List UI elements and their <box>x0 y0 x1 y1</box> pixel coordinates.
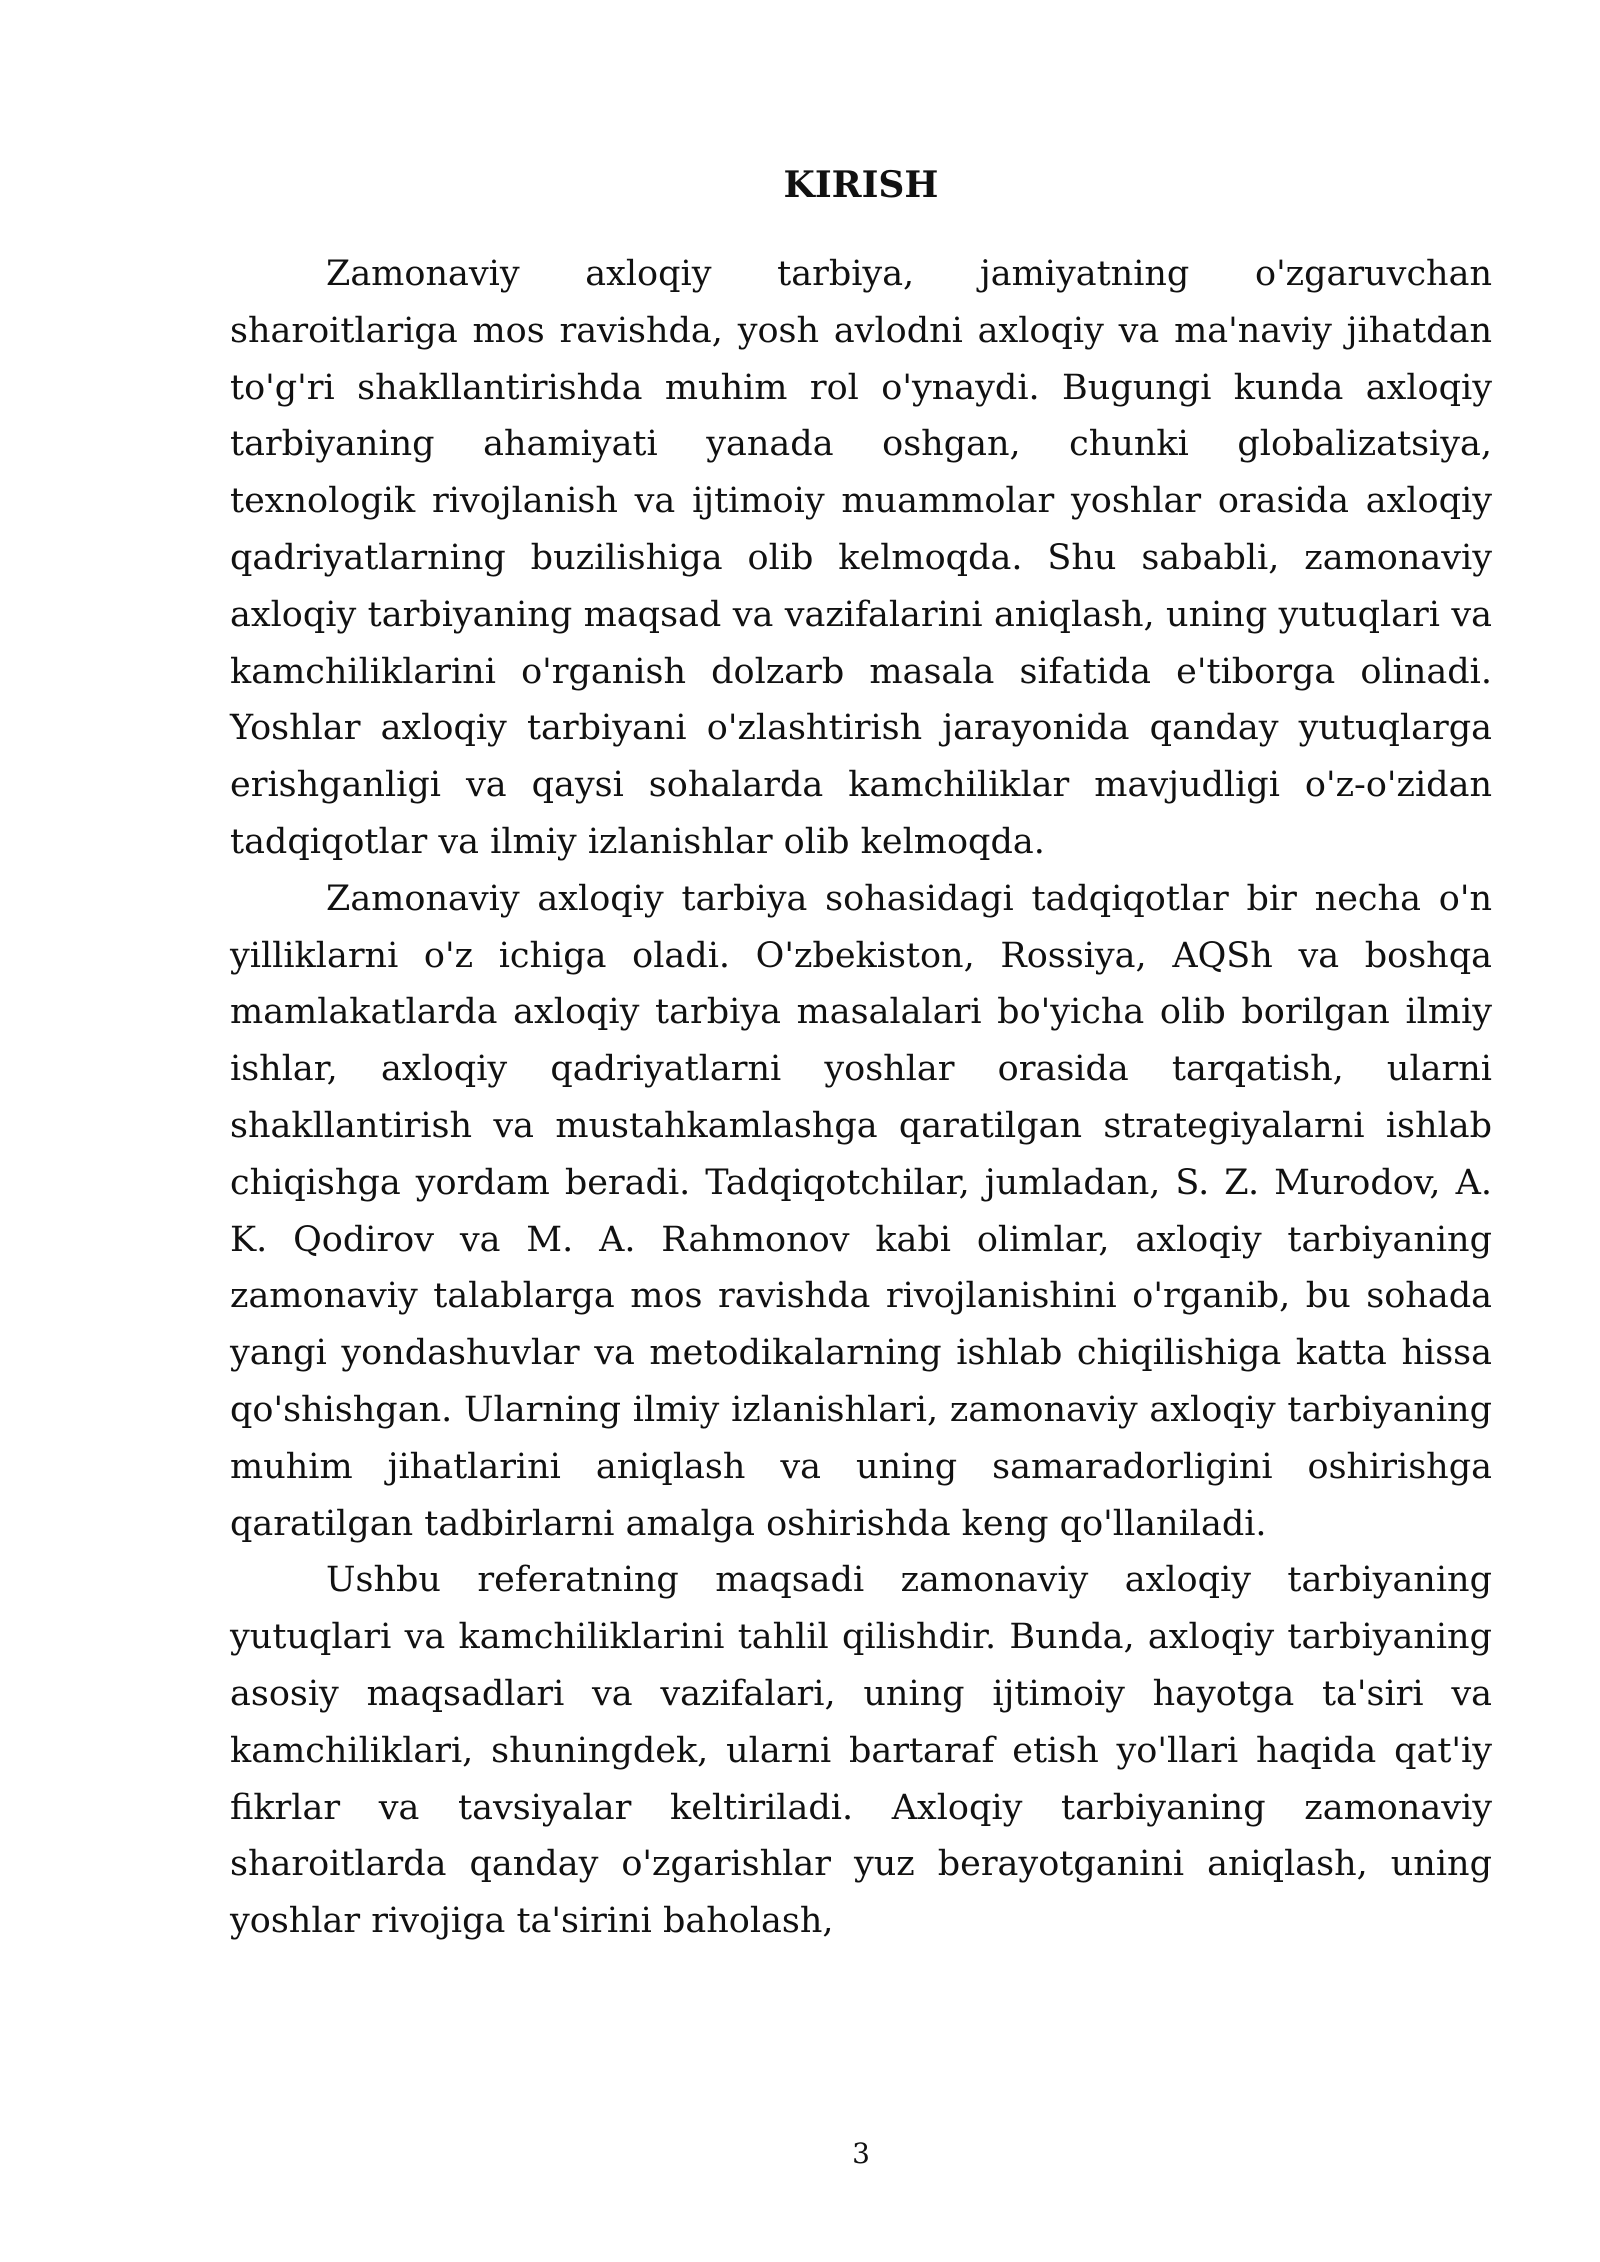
page-title: KIRISH <box>783 164 939 206</box>
page-number: 3 <box>852 2137 870 2170</box>
body-text <box>230 246 1492 1950</box>
paragraph-2: Zamonaviy axloqiy tarbiya sohasidagi tadqiqotlar bir necha o'n yilliklarni o'z ichiga oladi. O'zbekiston, Rossiya, AQSh va boshqa mamlakatlarda axloqiy tarbiya masalalari bo'yicha olib borilgan ilmiy ishlar, axloqiy qadriyatlarni yoshlar orasida tarqatish, ularni shakllantirish va mustahkamlashga qaratilgan strategiyalarni ishlab chiqishga yordam beradi. Tadqiqotchilar, jumladan, S. Z. Murodov, A. K. Qodirov va M. A. Rahmonov kabi olimlar, axloqiy tarbiyaning zamonaviy talablarga mos ravishda rivojlanishini o'rganib, bu sohada yangi yondashuvlar va metodikalarning ishlab chiqilishiga katta hissa qo'shishgan. Ularning ilmiy izlanishlari, zamonaviy axloqiy tarbiyaning muhim jihatlarini aniqlash va uning samaradorligini oshirishga qaratilgan tadbirlarni amalga oshirishda keng qo'llaniladi. <box>230 878 1492 1544</box>
paragraph-1: Zamonaviy axloqiy tarbiya, jamiyatning o'zgaruvchan sharoitlariga mos ravishda, yosh avlodni axloqiy va ma'naviy jihatdan to'g'ri shakllantirishda muhim rol o'ynaydi. Bugungi kunda axloqiy tarbiyaning ahamiyati yanada oshgan, chunki globalizatsiya, texnologik rivojlanish va ijtimoiy muammolar yoshlar orasida axloqiy qadriyatlarning buzilishiga olib kelmoqda. Shu sababli, zamonaviy axloqiy tarbiyaning maqsad va vazifalarini aniqlash, uning yutuqlari va kamchiliklarini o'rganish dolzarb masala sifatida e'tiborga olinadi. Yoshlar axloqiy tarbiyani o'zlashtirish jarayonida qanday yutuqlarga erishganligi va qaysi sohalarda kamchiliklar mavjudligi o'z-o'zidan tadqiqotlar va ilmiy izlanishlar olib kelmoqda. <box>230 254 1492 862</box>
paragraph-3: Ushbu referatning maqsadi zamonaviy axloqiy tarbiyaning yutuqlari va kamchiliklarini tahlil qilishdir. Bunda, axloqiy tarbiyaning asosiy maqsadlari va vazifalari, uning ijtimoiy hayotga ta'siri va kamchiliklari, shuningdek, ularni bartaraf etish yo'llari haqida qat'iy fikrlar va tavsiyalar keltiriladi. Axloqiy tarbiyaning zamonaviy sharoitlarda qanday o'zgarishlar yuz berayotganini aniqlash, uning yoshlar rivojiga ta'sirini baholash, <box>230 1560 1492 1942</box>
